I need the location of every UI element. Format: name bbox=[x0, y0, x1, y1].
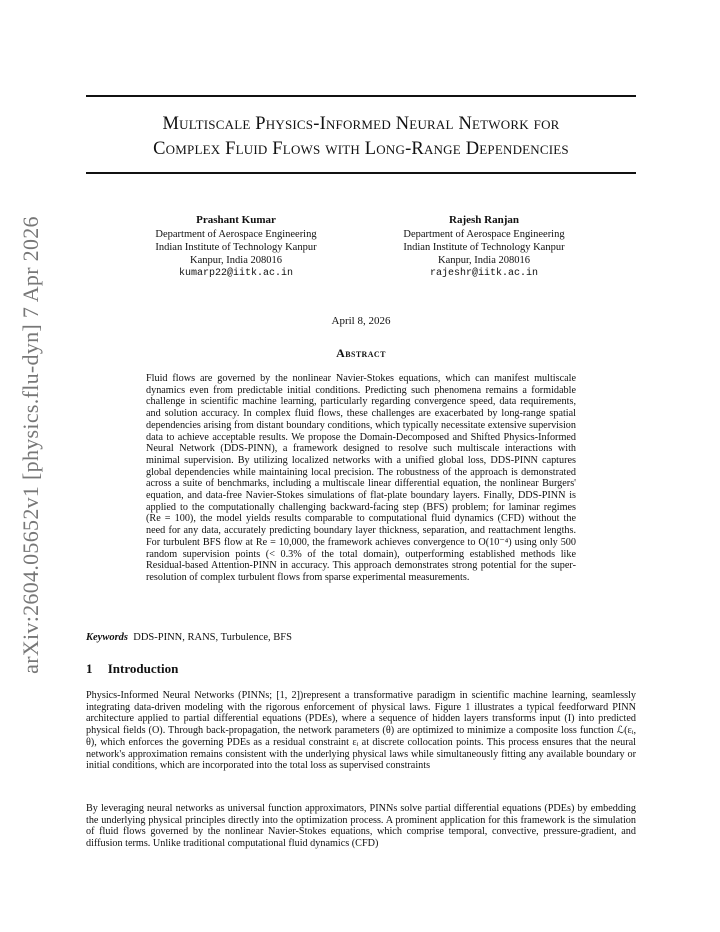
author-city: Kanpur, India 208016 bbox=[189, 255, 283, 266]
author-department: Department of Aerospace Engineering bbox=[155, 229, 317, 240]
intro-paragraph-1: Physics-Informed Neural Networks (PINNs; [1, 2])represent a transformative paradigm in scientific machine learning, seamlessly integrating data-driven modeling with the rigorous enforcement of physical laws. Figure 1 illustrates a typical feedforward PINN architecture applied to partial differential equations (PDEs), where a sequence of hidden layers transforms input (I) into predicted physical fields (O). Through back-propagation, the network parameters (θ) are optimized to minimize a composite loss function ℒ(εᵢ, θ), which enforces the governing PDEs as a residual constraint εᵢ at discrete collocation points. This process ensures that the neural network's approximation remains consistent with the underlying physical laws while simultaneously fitting any available boundary or initial conditions, which are incorporated into the total loss as supervised constraints bbox=[86, 690, 636, 772]
author-institution: Indian Institute of Technology Kanpur bbox=[155, 242, 317, 253]
section-number: 1 bbox=[86, 661, 93, 676]
title-line-1: Multiscale Physics-Informed Neural Network for bbox=[162, 114, 560, 134]
keywords-label: Keywords bbox=[86, 632, 128, 643]
arxiv-sidebar bbox=[14, 216, 48, 674]
title-rule-top bbox=[86, 95, 636, 97]
paper-title bbox=[86, 112, 636, 162]
author-name: Rajesh Ranjan bbox=[449, 214, 519, 226]
author-city: Kanpur, India 208016 bbox=[437, 255, 531, 266]
author-email[interactable]: rajeshr@iitk.ac.in bbox=[429, 268, 539, 279]
abstract-text: Fluid flows are governed by the nonlinear Navier-Stokes equations, which can manifest multiscale dynamics even from predictable initial conditions. Predicting such phenomena remains a formidable challenge in scientific machine learning, particularly regarding convergence speed, data requirements, and solution accuracy. In complex fluid flows, these challenges are exacerbated by long-range spatial dependencies arising from distant boundary conditions, which typically necessitate extensive supervision data to achieve acceptable results. We propose the Domain-Decomposed and Shifted Physics-Informed Neural Network (DDS-PINN), a framework designed to resolve such multiscale interactions with minimal supervision. By utilizing localized networks with a unified global loss, DDS-PINN captures global dependencies while maintaining local precision. The robustness of the approach is demonstrated across a suite of benchmarks, including a multiscale linear differential equation, the nonlinear Burgers' equation, and data-free Navier-Stokes simulations of flat-plate boundary layers. Finally, DDS-PINN is applied to the computationally challenging backward-facing step (BFS) problem; for laminar regimes (Re = 100), the model yields results comparable to computational fluid dynamics (CFD) without the need for any data, accurately predicting boundary layer thickness, separation, and reattachment lengths. For turbulent BFS flow at Re = 10,000, the framework achieves convergence to O(10⁻⁴) using only 500 random supervision points (< 0.3% of the total domain), outperforming established methods like Residual-based Attention-PINN in accuracy. This approach demonstrates strong potential for the super-resolution of complex turbulent flows from sparse experimental measurements. bbox=[146, 373, 576, 583]
author-name: Prashant Kumar bbox=[196, 214, 276, 226]
author-block-2 bbox=[364, 214, 604, 280]
intro-paragraph-2: By leveraging neural networks as universal function approximators, PINNs solve partial differential equations (PDEs) by embedding the underlying physical principles directly into the optimization process. A prominent application for this framework is the simulation of fluid flows governed by the nonlinear Navier-Stokes equations, which comprise temporal, convective, pressure-gradient, and diffusion terms. Unlike traditional computational fluid dynamics (CFD) bbox=[86, 803, 636, 850]
keywords-line bbox=[86, 632, 636, 643]
arxiv-identifier: arXiv:2604.05652v1 [physics.flu-dyn] 7 Apr 2026 bbox=[18, 216, 43, 674]
author-institution: Indian Institute of Technology Kanpur bbox=[403, 242, 565, 253]
abstract-heading: Abstract bbox=[336, 346, 386, 360]
title-rule-bottom bbox=[86, 172, 636, 174]
author-department: Department of Aerospace Engineering bbox=[403, 229, 565, 240]
section-heading bbox=[86, 661, 178, 677]
author-email[interactable]: kumarp22@iitk.ac.in bbox=[178, 268, 294, 279]
section-title: Introduction bbox=[107, 661, 179, 676]
author-block-1 bbox=[116, 214, 356, 280]
title-line-2: Complex Fluid Flows with Long-Range Dependencies bbox=[153, 139, 569, 159]
publication-date: April 8, 2026 bbox=[331, 315, 391, 327]
keywords-list: DDS-PINN, RANS, Turbulence, BFS bbox=[133, 632, 292, 643]
